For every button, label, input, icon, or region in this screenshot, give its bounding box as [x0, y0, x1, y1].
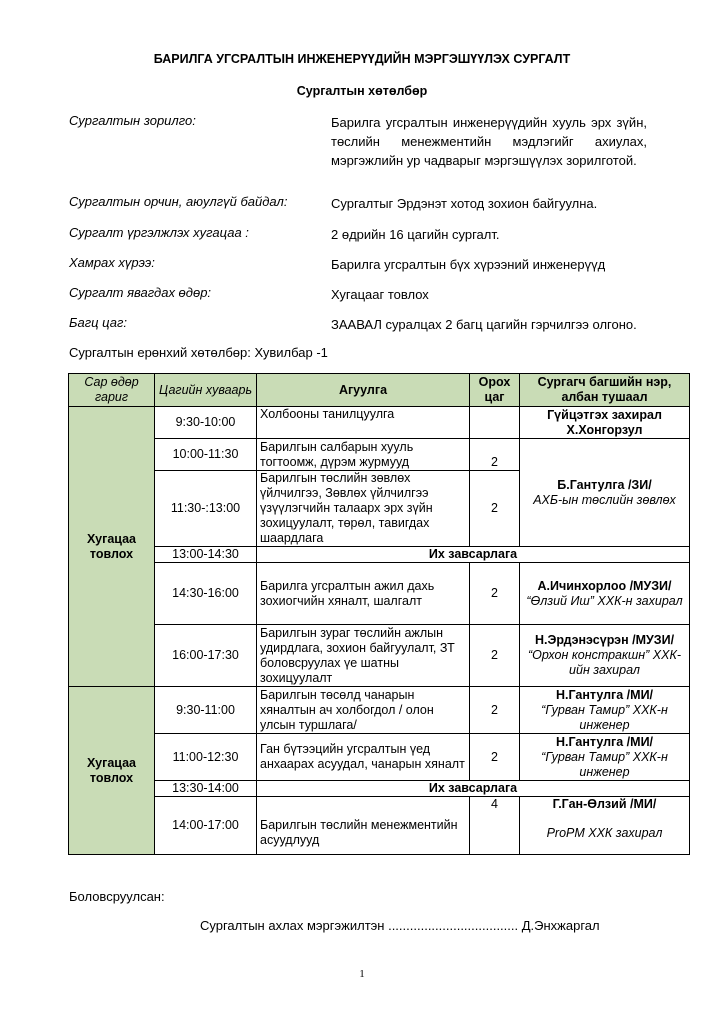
teacher-cell-merged — [520, 439, 690, 547]
header-teacher: Сургагч багшийн нэр, албан тушаал — [520, 374, 690, 407]
header-date: Сар өдөр гариг — [69, 374, 155, 407]
teacher-position: АХБ-ын төслийн зөвлөх — [533, 492, 676, 507]
day-2-cell: Хугацаа товлох — [69, 687, 155, 855]
teacher-cell — [520, 687, 690, 734]
table-row-break — [69, 547, 690, 563]
break-cell: Их завсарлага — [257, 781, 690, 797]
header-content: Агуулга — [257, 374, 470, 407]
info-key: Сургалт явагдах өдөр: — [69, 285, 212, 300]
info-key: Багц цаг: — [69, 315, 127, 330]
content-cell: Барилгын төслийн зөвлөх үйлчилгээ, Зөвлөх үйлчилгээ үзүүлэгчийн талаарх эрх зүйн зохицуулалт, төрөл, тавигдах шаардлага — [257, 471, 470, 547]
day-1-cell: Хугацаа товлох — [69, 407, 155, 687]
content-cell: Барилгын салбарын хууль тогтоомж, дүрэм журмууд — [257, 439, 470, 471]
info-value: Хугацааг товлох — [331, 287, 429, 302]
teacher-position: “Орхон констракшн” ХХК-ийн захирал — [528, 648, 681, 677]
info-key: Сургалтын зорилго: — [69, 113, 196, 128]
time-cell: 11:00-12:30 — [155, 734, 257, 781]
time-cell: 13:30-14:00 — [155, 781, 257, 797]
teacher-cell — [520, 407, 690, 439]
table-row — [69, 563, 690, 625]
teacher-position: “Гурван Тамир” ХХК-н инженер — [541, 749, 668, 779]
teacher-cell — [520, 734, 690, 781]
table-row — [69, 797, 690, 855]
hours-cell: 2 — [470, 734, 520, 781]
hours-cell: 2 — [470, 471, 520, 547]
teacher-name: Г.Ган-Өлзий /МИ/ — [552, 797, 657, 811]
teacher-position: “Гурван Тамир” ХХК-н инженер — [541, 702, 668, 732]
prepared-by-label: Боловсруулсан: — [69, 889, 165, 904]
table-row — [69, 439, 690, 471]
hours-cell: 2 — [470, 439, 520, 471]
teacher-name: Н.Гантулга /МИ/ — [555, 734, 654, 749]
content-cell: Холбооны танилцуулга — [257, 407, 470, 439]
header-hours: Орох цаг — [470, 374, 520, 407]
teacher-cell — [520, 797, 690, 855]
info-key: Хамрах хүрээ: — [69, 255, 155, 270]
program-variant-label: Сургалтын ерөнхий хөтөлбөр: Хувилбар -1 — [69, 345, 328, 360]
header-time: Цагийн хуваарь — [155, 374, 257, 407]
info-value: Сургалтыг Эрдэнэт хотод зохион байгуулна. — [331, 196, 598, 211]
table-row-break — [69, 781, 690, 797]
teacher-name: А.Ичинхорлоо /МУЗИ/ — [537, 578, 672, 593]
info-value: Барилга угсралтын инженерүүдийн хууль эрх зүйн, төслийн менежментийн мэдлэгийг ахиулах, мэргэжлийн ур чадварыг мэргэшүүлэх зорилготой. — [331, 115, 647, 168]
time-cell: 10:00-11:30 — [155, 439, 257, 471]
content-cell: Барилгын төсөлд чанарын хяналтын ач холбогдол / олон улсын туршлага/ — [257, 687, 470, 734]
content-cell: Барилга угсралтын ажил дахь зохиогчийн хяналт, шалгалт — [257, 563, 470, 625]
time-cell: 9:30-11:00 — [155, 687, 257, 734]
time-cell: 14:30-16:00 — [155, 563, 257, 625]
info-value: 2 өдрийн 16 цагийн сургалт. — [331, 227, 500, 242]
hours-cell: 2 — [470, 687, 520, 734]
content-cell: Ган бүтээцийн угсралтын үед анхаарах асуудал, чанарын хяналт — [257, 734, 470, 781]
table-row — [69, 687, 690, 734]
info-key: Сургалт үргэлжлэх хугацаа : — [69, 225, 249, 240]
page-number: 1 — [359, 968, 365, 980]
teacher-name: Гүйцэтгэх захирал Х.Хонгорзул — [547, 407, 662, 437]
teacher-cell — [520, 563, 690, 625]
hours-cell: 2 — [470, 563, 520, 625]
hours-cell: 4 — [470, 797, 520, 855]
hours-cell — [470, 407, 520, 439]
time-cell: 16:00-17:30 — [155, 625, 257, 687]
table-row — [69, 734, 690, 781]
info-row-goal — [69, 113, 649, 188]
table-header-row — [69, 374, 690, 407]
table-row — [69, 625, 690, 687]
teacher-cell — [520, 625, 690, 687]
teacher-position: ProPM ХХК захирал — [546, 826, 663, 840]
teacher-position: “Өлзий Иш” ХХК-н захирал — [526, 593, 683, 608]
info-key: Сургалтын орчин, аюулгүй байдал: — [69, 194, 288, 209]
teacher-name: Н.Гантулга /МИ/ — [555, 687, 654, 702]
time-cell: 13:00-14:30 — [155, 547, 257, 563]
schedule-table — [68, 373, 690, 855]
time-cell: 9:30-10:00 — [155, 407, 257, 439]
time-cell: 14:00-17:00 — [155, 797, 257, 855]
teacher-name: Б.Гантулга /ЗИ/ — [557, 477, 652, 492]
document-title: БАРИЛГА УГСРАЛТЫН ИНЖЕНЕРҮҮДИЙН МЭРГЭШҮҮЛЭХ СУРГАЛТ — [153, 52, 571, 66]
hours-cell: 2 — [470, 625, 520, 687]
content-cell: Барилгын төслийн менежментийн асуудлууд — [257, 797, 470, 855]
content-cell: Барилгын зураг төслийн ажлын удирдлага, зохион байгуулалт, ЗТ боловсруулах үе шатны зохицуулалт — [257, 625, 470, 687]
break-cell: Их завсарлага — [257, 547, 690, 563]
time-cell: 11:30-:13:00 — [155, 471, 257, 547]
document-subtitle: Сургалтын хөтөлбөр — [296, 84, 428, 98]
signature-line: Сургалтын ахлах мэргэжилтэн .................................... Д.Энхжаргал — [200, 918, 600, 933]
info-value: ЗААВАЛ суралцах 2 багц цагийн гэрчилгээ олгоно. — [331, 317, 637, 332]
info-value: Барилга угсралтын бүх хүрээний инженерүүд — [331, 257, 606, 272]
table-row — [69, 407, 690, 439]
teacher-name: Н.Эрдэнэсүрэн /МУЗИ/ — [534, 633, 675, 647]
